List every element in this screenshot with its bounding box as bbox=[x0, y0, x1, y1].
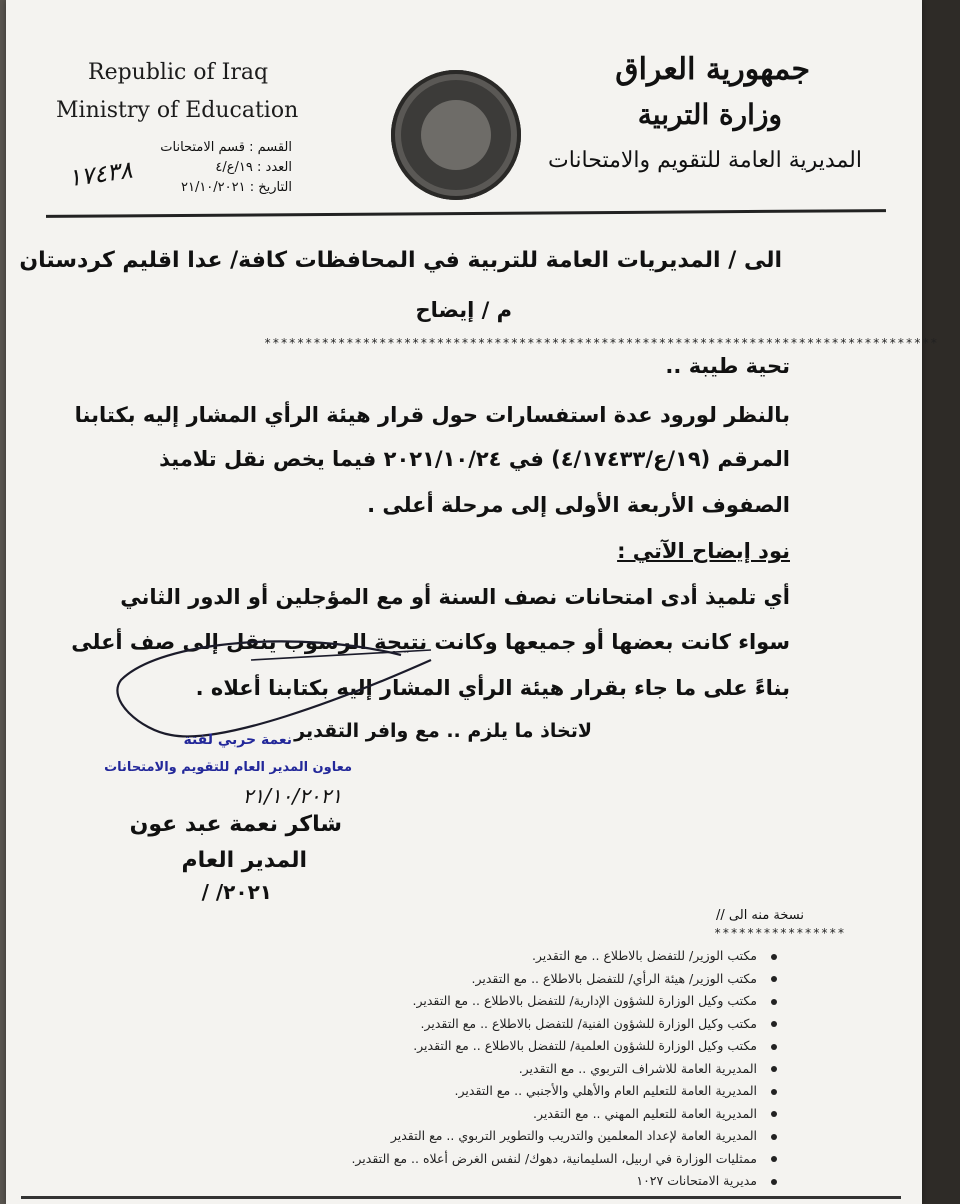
background-edge bbox=[922, 0, 960, 1204]
list-item: المديرية العامة للاشراف التربوي .. مع التقدير. bbox=[157, 1058, 777, 1081]
header-divider bbox=[46, 209, 886, 218]
stars-divider: ********************************************************************************** bbox=[264, 336, 939, 350]
list-item: مديرية الامتحانات ١٠٢٧ bbox=[157, 1170, 777, 1193]
stamp-title: معاون المدير العام للتقويم والامتحانات bbox=[104, 760, 352, 775]
body-heading: نود إيضاح الآتي : bbox=[617, 539, 790, 563]
dept-label: القسم : قسم الامتحانات bbox=[160, 140, 292, 155]
body-p1-line3: الصفوف الأربعة الأولى إلى مرحلة أعلى . bbox=[367, 493, 790, 517]
header-ar-directorate: المديرية العامة للتقويم والامتحانات bbox=[548, 148, 862, 173]
signature-date: / /٢٠٢١ bbox=[201, 880, 272, 904]
handwritten-scribble bbox=[101, 620, 461, 750]
closing-line: لاتخاذ ما يلزم .. مع وافر التقدير bbox=[294, 720, 592, 742]
list-item: المديرية العامة للتعليم المهني .. مع التقدير. bbox=[157, 1103, 777, 1126]
handwritten-reference: ١٧٤٣٨ bbox=[65, 155, 134, 193]
body-p2-line3: بناءً على ما جاء بقرار هيئة الرأي المشار إليه بكتابنا أعلاه . bbox=[195, 676, 790, 700]
header-en-ministry: Ministry of Education bbox=[56, 98, 299, 123]
body-p2-line1: أي تلميذ أدى امتحانات نصف السنة أو مع المؤجلين أو الدور الثاني bbox=[120, 585, 790, 609]
document-page bbox=[6, 0, 939, 1204]
number-label: العدد : ١٩/ع/٤ bbox=[215, 160, 292, 175]
signature-handwritten-date: ٢١/١٠/٢٠٢١ bbox=[242, 784, 342, 808]
copies-label: نسخة منه الى // bbox=[716, 908, 804, 923]
greeting: تحية طيبة .. bbox=[665, 354, 790, 378]
copies-list bbox=[157, 945, 777, 1193]
list-item: مكتب وكيل الوزارة للشؤون الإدارية/ للتفضل بالاطلاع .. مع التقدير. bbox=[157, 990, 777, 1013]
list-item: مكتب وكيل الوزارة للشؤون العلمية/ للتفضل بالاطلاع .. مع التقدير. bbox=[157, 1035, 777, 1058]
header-ar-ministry: وزارة التربية bbox=[637, 98, 782, 131]
body-p2-line2: سواء كانت بعضها أو جميعها وكانت نتيجة الرسوب ينقل إلى صف أعلى bbox=[71, 630, 790, 654]
header-en-republic: Republic of Iraq bbox=[88, 60, 269, 85]
list-item: المديرية العامة لإعداد المعلمين والتدريب والتطوير التربوي .. مع التقدير bbox=[157, 1125, 777, 1148]
list-item: مكتب الوزير/ للتفضل بالاطلاع .. مع التقدير. bbox=[157, 945, 777, 968]
stamp-name: نعمة حربي لفتة bbox=[183, 732, 292, 748]
list-item: ممثليات الوزارة في اربيل، السليمانية، دهوك/ لنفس الغرض أعلاه .. مع التقدير. bbox=[157, 1148, 777, 1171]
signatory-title: المدير العام bbox=[181, 848, 307, 873]
ministry-seal-logo bbox=[391, 70, 521, 200]
date-label: التاريخ : ٢١/١٠/٢٠٢١ bbox=[180, 180, 292, 195]
list-item: المديرية العامة للتعليم العام والأهلي والأجنبي .. مع التقدير. bbox=[157, 1080, 777, 1103]
signatory-name: شاكر نعمة عبد عون bbox=[129, 812, 342, 837]
recipient-line: الى / المديريات العامة للتربية في المحافظات كافة/ عدا اقليم كردستان bbox=[19, 248, 782, 273]
body-p1-line2: المرقم (١٩/ع/٤/١٧٤٣٣) في ٢٠٢١/١٠/٢٤ فيما يخص نقل تلاميذ bbox=[159, 447, 790, 471]
copies-stars: **************** bbox=[714, 926, 846, 940]
list-item: مكتب الوزير/ هيئة الرأي/ للتفضل بالاطلاع .. مع التقدير. bbox=[157, 968, 777, 991]
footer-divider bbox=[21, 1196, 901, 1199]
body-p1-line1: بالنظر لورود عدة استفسارات حول قرار هيئة الرأي المشار إليه بكتابنا bbox=[74, 403, 790, 427]
header-ar-republic: جمهورية العراق bbox=[615, 52, 810, 87]
subject-line: م / إيضاح bbox=[415, 298, 512, 322]
list-item: مكتب وكيل الوزارة للشؤون الفنية/ للتفضل بالاطلاع .. مع التقدير. bbox=[157, 1013, 777, 1036]
